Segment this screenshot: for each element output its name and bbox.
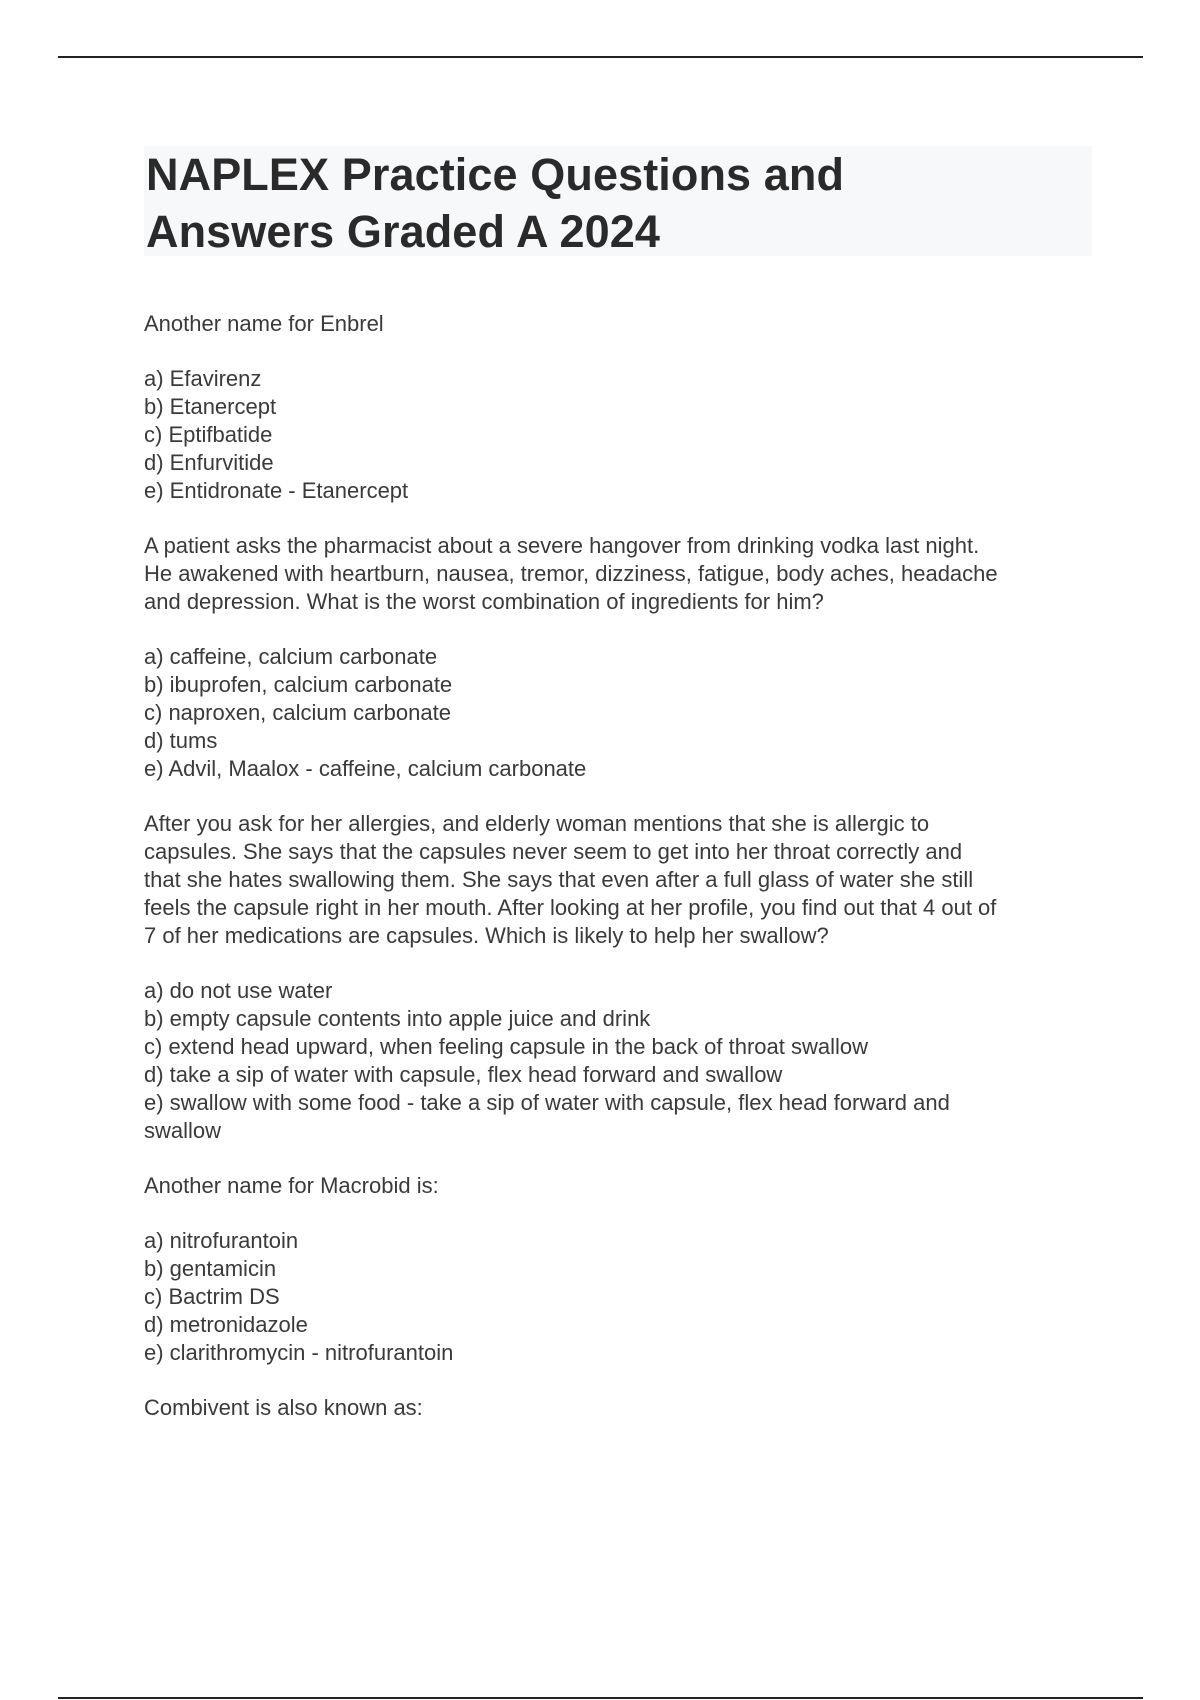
option-line: d) Enfurvitide bbox=[144, 450, 274, 475]
question-text bbox=[144, 810, 1094, 950]
question-text bbox=[144, 1394, 1094, 1422]
option-line: e) swallow with some food - take a sip of water with capsule, flex head forward and bbox=[144, 1090, 950, 1115]
option-line: d) metronidazole bbox=[144, 1312, 308, 1337]
option-line: b) gentamicin bbox=[144, 1256, 277, 1281]
question-line: After you ask for her allergies, and elderly woman mentions that she is allergic to bbox=[144, 811, 930, 836]
answer-options bbox=[144, 365, 1094, 505]
option-line: e) Entidronate - Etanercept bbox=[144, 478, 409, 503]
option-line: d) tums bbox=[144, 728, 218, 753]
option-line: swallow bbox=[144, 1118, 222, 1143]
title-line: Answers Graded A 2024 bbox=[146, 206, 660, 257]
answer-options bbox=[144, 1227, 1094, 1367]
question-line: A patient asks the pharmacist about a severe hangover from drinking vodka last night. bbox=[144, 533, 980, 558]
answer-options bbox=[144, 643, 1094, 783]
question-line: that she hates swallowing them. She says that even after a full glass of water she still bbox=[144, 867, 974, 892]
question-text bbox=[144, 1172, 1094, 1200]
question-text bbox=[144, 532, 1094, 616]
option-line: a) caffeine, calcium carbonate bbox=[144, 644, 438, 669]
option-line: b) empty capsule contents into apple juice and drink bbox=[144, 1006, 651, 1031]
option-line: a) do not use water bbox=[144, 978, 333, 1003]
top-rule bbox=[58, 56, 1143, 58]
title-line: NAPLEX Practice Questions and bbox=[146, 149, 845, 200]
answer-options bbox=[144, 977, 1094, 1145]
option-line: c) Bactrim DS bbox=[144, 1284, 280, 1309]
question-line: feels the capsule right in her mouth. After looking at her profile, you find out that 4 out of bbox=[144, 895, 997, 920]
option-line: e) Advil, Maalox - caffeine, calcium carbonate bbox=[144, 756, 587, 781]
option-line: a) Efavirenz bbox=[144, 366, 262, 391]
option-line: c) Eptifbatide bbox=[144, 422, 273, 447]
option-line: c) naproxen, calcium carbonate bbox=[144, 700, 451, 725]
question-line: Another name for Macrobid is: bbox=[144, 1173, 439, 1198]
question-line: Another name for Enbrel bbox=[144, 311, 384, 336]
question-line: capsules. She says that the capsules never seem to get into her throat correctly and bbox=[144, 839, 963, 864]
option-line: c) extend head upward, when feeling capsule in the back of throat swallow bbox=[144, 1034, 868, 1059]
document-title bbox=[146, 146, 1092, 260]
question-text bbox=[144, 310, 1094, 338]
option-line: e) clarithromycin - nitrofurantoin bbox=[144, 1340, 454, 1365]
question-line: 7 of her medications are capsules. Which is likely to help her swallow? bbox=[144, 923, 829, 948]
question-line: Combivent is also known as: bbox=[144, 1395, 423, 1420]
document-body bbox=[144, 310, 1094, 1449]
option-line: d) take a sip of water with capsule, flex head forward and swallow bbox=[144, 1062, 783, 1087]
option-line: b) ibuprofen, calcium carbonate bbox=[144, 672, 453, 697]
bottom-rule bbox=[58, 1697, 1143, 1699]
title-box bbox=[144, 146, 1092, 256]
option-line: b) Etanercept bbox=[144, 394, 277, 419]
question-line: He awakened with heartburn, nausea, tremor, dizziness, fatigue, body aches, headache bbox=[144, 561, 998, 586]
question-line: and depression. What is the worst combination of ingredients for him? bbox=[144, 589, 824, 614]
option-line: a) nitrofurantoin bbox=[144, 1228, 299, 1253]
